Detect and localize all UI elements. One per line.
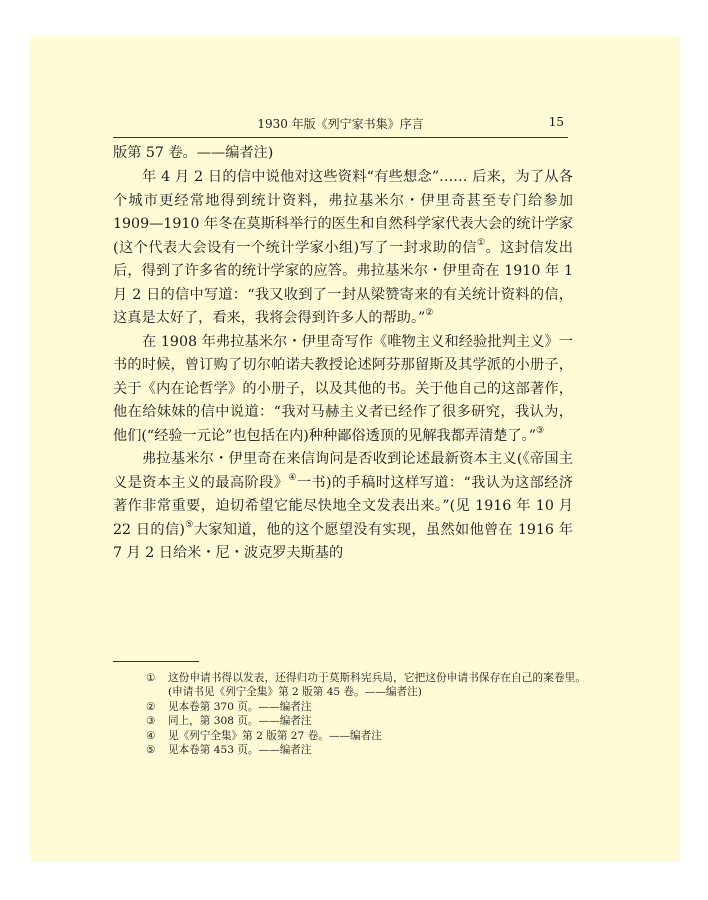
footnote-ref: ④: [288, 472, 297, 483]
body-text: [113, 140, 573, 566]
footnote-ref: ⑤: [184, 519, 194, 530]
paragraph: 弗拉基米尔・伊里奇在来信询问是否收到论述最新资本主义(《帝国主义是资本主义的最高阶段》④一书)的手稿时这样写道：“我认为这部经济著作非常重要，迫切希望它能尽快地全文发表出来。”(见 1916 年 10 月 22 日的信)⑤大家知道，他的这个愿望没有实现，虽然如他曾在 1916 年 7 月 2 日给米・尼・波克罗夫斯基的: [113, 451, 573, 561]
footnote-ref: ①: [476, 237, 486, 248]
paragraph-continued: 版第 57 卷。——编者注): [113, 145, 274, 161]
paragraph: 年 4 月 2 日的信中说他对这些资料“有些想念”…… 后来，为了从各个城市更经常地得到统计资料，弗拉基米尔・伊里奇甚至专门给参加 1909—1910 年冬在莫斯科举行的医生和自然科学家代表大会的统计学家(这个代表大会设有一个统计学家小组)写了一封求助的信①。这封信发出后，得到了许多省的统计学家的应答。弗拉基米尔・伊里奇在 1910 年 1 月 2 日的信中写道：“我又收到了一封从梁赞寄来的有关统计资料的信，这真是太好了，看来，我将会得到许多人的帮助。”②: [113, 169, 573, 326]
footnotes: [146, 671, 586, 757]
footnote: ③ 同上，第 308 页。——编者注: [146, 715, 312, 728]
page-number: 15: [548, 115, 564, 129]
footnote: ① 这份申请书得以发表，还得归功于莫斯科宪兵局，它把这份申请书保存在自己的案卷里。(申请书见《列宁全集》第 2 版第 45 卷。——编者注): [146, 672, 586, 699]
header-title: 1930 年版《列宁家书集》序言: [257, 117, 424, 131]
footnote-ref: ③: [535, 425, 545, 436]
footnote-divider: [113, 661, 199, 662]
running-header: [113, 111, 568, 138]
footnote: ② 见本卷第 370 页。——编者注: [146, 700, 312, 713]
footnote-ref: ②: [425, 308, 434, 319]
footnote: ⑤ 见本卷第 453 页。——编者注: [146, 744, 312, 757]
footnote: ④ 见《列宁全集》第 2 版第 27 卷。——编者注: [146, 729, 382, 742]
paragraph: 在 1908 年弗拉基米尔・伊里奇写作《唯物主义和经验批判主义》一书的时候，曾订购了切尔帕诺夫教授论述阿芬那留斯及其学派的小册子，关于《内在论哲学》的小册子，以及其他的书。关于他自己的这部著作，他在给妹妹的信中说道：“我对马赫主义者已经作了很多研究，我认为，他们(“经验一元论”也包括在内)种种鄙俗透顶的见解我都弄清楚了。”③: [113, 333, 573, 444]
